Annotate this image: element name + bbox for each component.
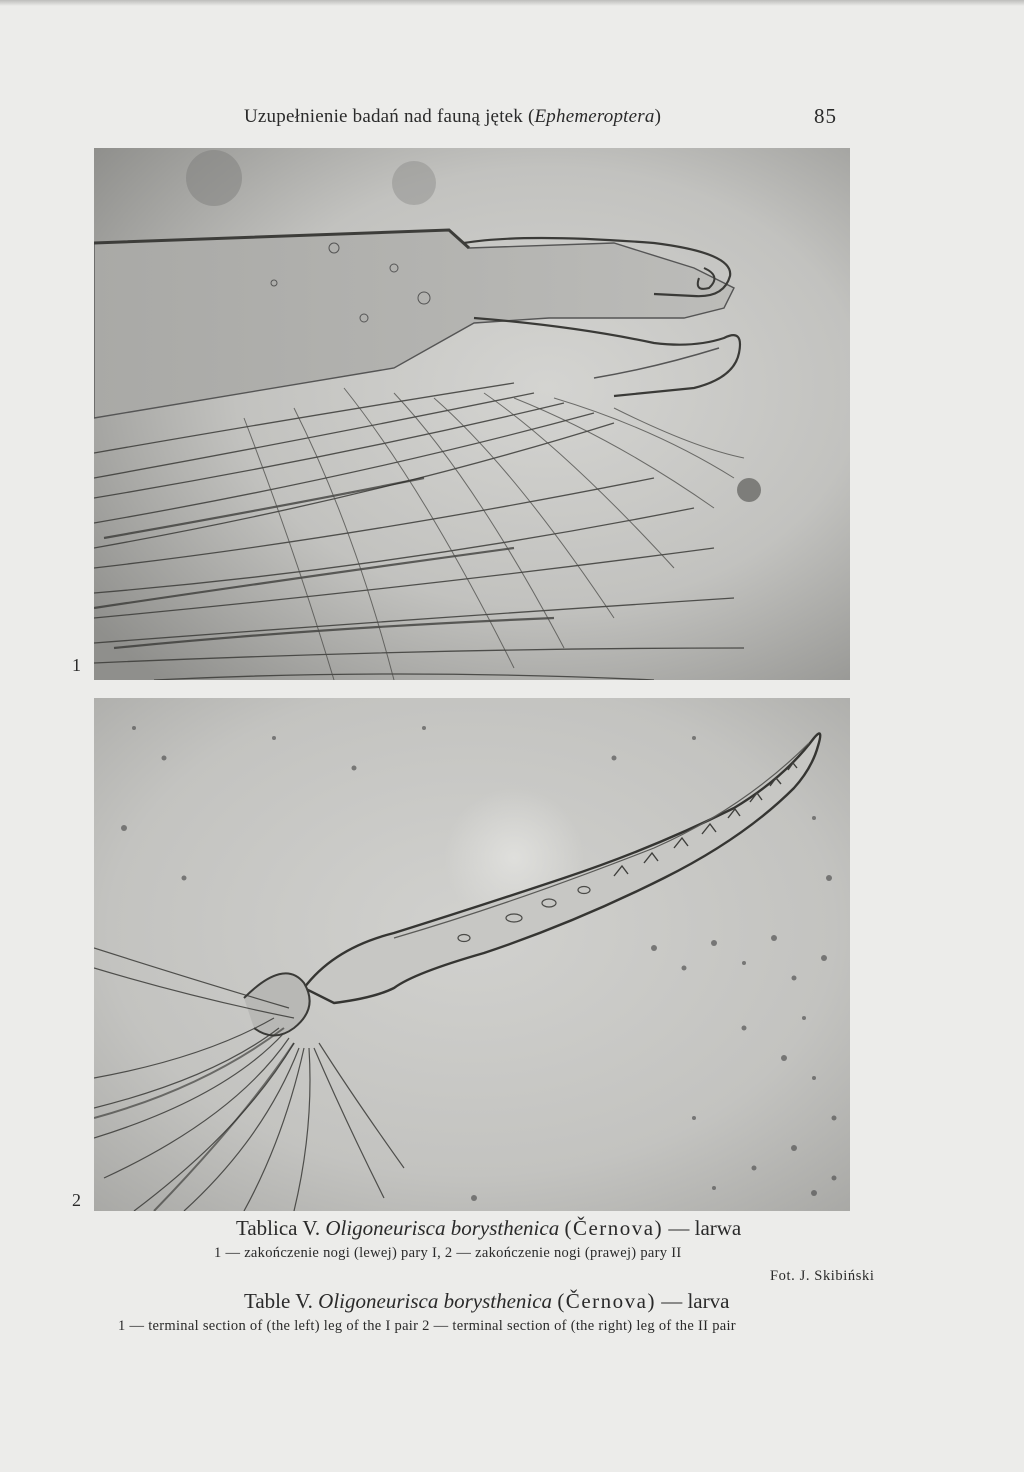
running-title-close: ) — [654, 106, 662, 127]
caption-polish-stage: — larwa — [668, 1216, 742, 1240]
figure-1-number: 1 — [72, 655, 81, 675]
figure-1-photomicrograph — [94, 148, 850, 680]
caption-english-title — [244, 1289, 729, 1314]
figure-2-image — [94, 698, 850, 1211]
photo-credit: Fot. J. Skibiński — [770, 1268, 875, 1284]
page-top-edge — [0, 0, 1024, 6]
caption-english-label: Table V. — [244, 1289, 313, 1313]
running-title — [244, 106, 661, 128]
running-head — [0, 100, 1024, 130]
figure-2-number: 2 — [72, 1190, 81, 1210]
caption-polish-details: 1 — zakończenie nogi (lewej) pary I, 2 — zakończenie nogi (prawej) pary II — [214, 1245, 682, 1261]
figure-1-image — [94, 148, 850, 680]
running-title-text: Uzupełnienie badań nad fauną jętek ( — [244, 106, 535, 127]
caption-english-details: 1 — terminal section of (the left) leg of the I pair 2 — terminal section of (the right) leg of the II pair — [118, 1318, 736, 1334]
caption-polish-author: (Černova) — [564, 1216, 664, 1240]
page-number: 85 — [814, 104, 837, 128]
running-title-taxon: Ephemeroptera — [534, 106, 655, 127]
caption-english-stage: — larva — [661, 1289, 730, 1313]
caption-english-author: (Černova) — [557, 1289, 656, 1313]
caption-english-species: Oligoneurisca borysthenica — [318, 1289, 553, 1313]
figure-2-photomicrograph — [94, 698, 850, 1211]
caption-polish-species: Oligoneurisca borysthenica — [325, 1216, 560, 1240]
caption-polish-label: Tablica V. — [236, 1216, 321, 1240]
caption-polish-title — [236, 1216, 741, 1241]
